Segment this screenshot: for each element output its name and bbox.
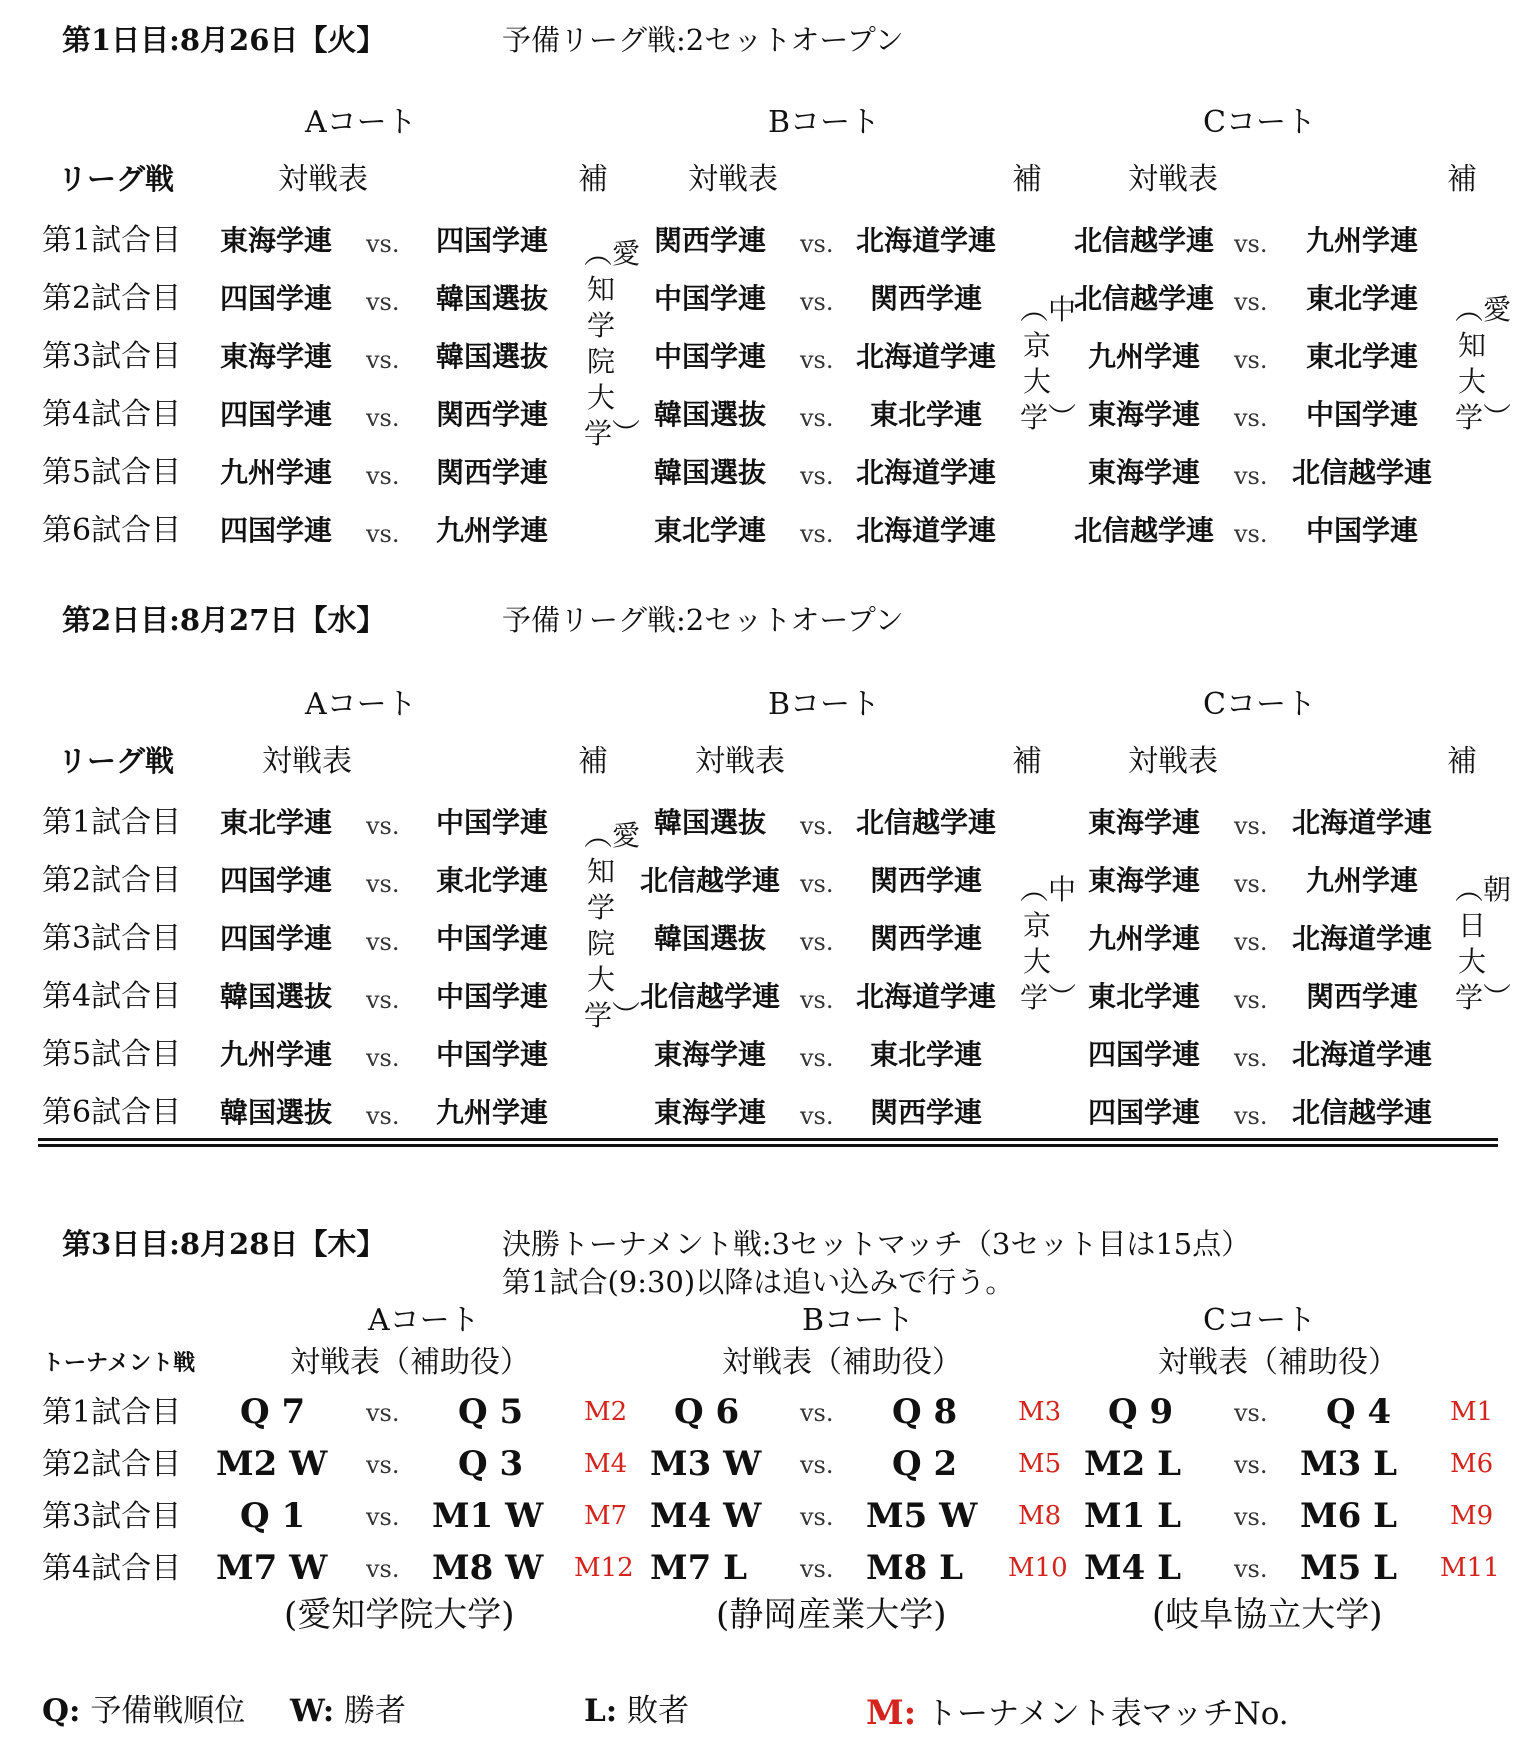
day2-court-b: Bコート (768, 687, 881, 722)
day2-court-a: Aコート (305, 687, 417, 722)
day1-c-team1: 北信越学連 (1074, 224, 1215, 257)
vs-label: vs. (366, 928, 400, 956)
day2-b-team1: 北信越学連 (640, 864, 781, 897)
day1-b-team2: 東北学連 (870, 398, 983, 431)
day3-subtitle-1: 決勝トーナメント戦:3セットマッチ（3セット目は15点） (502, 1227, 1251, 1261)
day3-c-slot2: M5 L (1300, 1548, 1398, 1588)
vs-label: vs. (366, 288, 400, 316)
day2-b-team2: 東北学連 (870, 1038, 983, 1071)
day1-league-label: リーグ戦 (58, 162, 175, 196)
day2-a-team1: 四国学連 (220, 922, 333, 955)
day1-round-label: 第2試合目 (42, 281, 182, 316)
day1-a-team1: 東海学連 (220, 224, 333, 257)
day3-c-slot1: Q 9 (1108, 1392, 1174, 1432)
day3-a-match-no: M4 (584, 1449, 628, 1479)
vs-label: vs. (1234, 1451, 1268, 1479)
day3-c-slot1: M2 L (1084, 1444, 1182, 1484)
day1-c-team2: 中国学連 (1306, 514, 1419, 547)
divider-line-bottom (38, 1144, 1498, 1147)
day2-b-team1: 東海学連 (654, 1038, 767, 1071)
day1-a-team1: 四国学連 (220, 282, 333, 315)
vs-label: vs. (1234, 520, 1268, 548)
vs-label: vs. (1234, 812, 1268, 840)
vs-label: vs. (800, 1399, 834, 1427)
day1-c-team1: 九州学連 (1088, 340, 1201, 373)
day1-c-team1: 東海学連 (1088, 398, 1201, 431)
day3-a-slot1: Q 1 (240, 1496, 306, 1536)
day2-a-team2: 中国学連 (436, 922, 549, 955)
vs-label: vs. (1234, 1102, 1268, 1130)
legend-l (584, 1693, 690, 1729)
day2-a-team1: 韓国選抜 (220, 980, 333, 1013)
day3-c-slot2: Q 4 (1326, 1392, 1392, 1432)
day3-table-label-b: 対戦表（補助役） (722, 1345, 962, 1380)
day1-b-team1: 韓国選抜 (654, 456, 767, 489)
day1-a-team1: 九州学連 (220, 456, 333, 489)
day2-round-label: 第3試合目 (42, 921, 182, 956)
day2-aux-label-c: 補 (1447, 744, 1477, 779)
day1-round-label: 第5試合目 (42, 455, 182, 490)
day1-round-label: 第1試合目 (42, 223, 182, 258)
day2-c-team2: 北信越学連 (1292, 1096, 1433, 1129)
day2-aux-b: ︵中京大学︶ (1020, 873, 1077, 1014)
day1-a-team2: 韓国選抜 (436, 340, 549, 373)
day3-round-label: 第3試合目 (42, 1499, 182, 1534)
legend-m (866, 1693, 1289, 1733)
day3-assist-a: (愛知学院大学) (284, 1595, 515, 1635)
day1-round-label: 第3試合目 (42, 339, 182, 374)
day3-a-slot1: M7 W (216, 1548, 328, 1588)
day3-b-slot1: M7 L (650, 1548, 748, 1588)
day3-b-match-no: M3 (1018, 1397, 1062, 1427)
day1-b-team2: 北海道学連 (856, 340, 997, 373)
vs-label: vs. (366, 986, 400, 1014)
day1-c-team2: 東北学連 (1306, 340, 1419, 373)
day2-round-label: 第6試合目 (42, 1095, 182, 1130)
day1-b-team2: 関西学連 (870, 282, 983, 315)
day2-subtitle: 予備リーグ戦:2セットオープン (502, 603, 904, 637)
day1-a-team2: 九州学連 (436, 514, 549, 547)
vs-label: vs. (1234, 462, 1268, 490)
vs-label: vs. (1234, 346, 1268, 374)
day2-table-label-a: 対戦表 (262, 744, 352, 779)
vs-label: vs. (800, 230, 834, 258)
vs-label: vs. (800, 1503, 834, 1531)
day1-aux-label-a: 補 (578, 162, 608, 197)
day1-c-team2: 九州学連 (1306, 224, 1419, 257)
legend-l-text: 敗者 (627, 1693, 690, 1729)
day2-c-team1: 四国学連 (1088, 1038, 1201, 1071)
day3-a-slot1: M2 W (216, 1444, 328, 1484)
day3-a-match-no: M2 (584, 1397, 628, 1427)
vs-label: vs. (800, 1102, 834, 1130)
day3-subtitle-2: 第1試合(9:30)以降は追い込みで行う。 (502, 1265, 1015, 1299)
day1-b-team1: 韓国選抜 (654, 398, 767, 431)
legend-m-text: トーナメント表マッチNo. (926, 1696, 1289, 1732)
day2-c-team2: 北海道学連 (1292, 1038, 1433, 1071)
day1-c-team1: 北信越学連 (1074, 514, 1215, 547)
legend-w-text: 勝者 (344, 1693, 407, 1729)
day2-a-team2: 中国学連 (436, 1038, 549, 1071)
day3-c-slot2: M6 L (1300, 1496, 1398, 1536)
day2-c-team1: 東海学連 (1088, 864, 1201, 897)
day1-c-team2: 東北学連 (1306, 282, 1419, 315)
vs-label: vs. (1234, 870, 1268, 898)
day2-court-c: Cコート (1203, 687, 1316, 722)
day2-b-team1: 北信越学連 (640, 980, 781, 1013)
day3-assist-c: (岐阜協立大学) (1152, 1595, 1383, 1635)
vs-label: vs. (366, 1399, 400, 1427)
day3-c-match-no: M6 (1450, 1449, 1494, 1479)
day1-subtitle: 予備リーグ戦:2セットオープン (502, 23, 904, 57)
vs-label: vs. (800, 986, 834, 1014)
day1-c-team2: 中国学連 (1306, 398, 1419, 431)
legend-m-key: M: (866, 1693, 917, 1733)
day2-c-team2: 関西学連 (1306, 980, 1419, 1013)
day3-b-slot2: Q 2 (892, 1444, 958, 1484)
day2-a-team2: 九州学連 (436, 1096, 549, 1129)
vs-label: vs. (366, 1102, 400, 1130)
day2-c-team1: 東海学連 (1088, 806, 1201, 839)
day1-c-team2: 北信越学連 (1292, 456, 1433, 489)
day2-a-team1: 韓国選抜 (220, 1096, 333, 1129)
day1-b-team1: 中国学連 (654, 340, 767, 373)
vs-label: vs. (366, 1555, 400, 1583)
day2-b-team2: 北信越学連 (856, 806, 997, 839)
day2-a-team1: 東北学連 (220, 806, 333, 839)
day2-a-team2: 中国学連 (436, 806, 549, 839)
day3-b-slot1: M3 W (650, 1444, 762, 1484)
day1-court-c: Cコート (1203, 105, 1316, 140)
vs-label: vs. (800, 462, 834, 490)
day1-aux-c: ︵愛知大学︶ (1455, 293, 1512, 434)
day3-court-b: Bコート (802, 1303, 915, 1338)
day1-table-label-b: 対戦表 (688, 162, 778, 197)
vs-label: vs. (1234, 928, 1268, 956)
day3-assist-b: (静岡産業大学) (716, 1595, 947, 1635)
day2-c-team2: 北海道学連 (1292, 922, 1433, 955)
day1-round-label: 第6試合目 (42, 513, 182, 548)
day1-table-label-c: 対戦表 (1128, 162, 1218, 197)
day3-b-match-no: M8 (1018, 1501, 1062, 1531)
legend-q-key: Q: (42, 1693, 81, 1729)
day3-a-match-no: M12 (574, 1553, 634, 1583)
day3-court-c: Cコート (1203, 1303, 1316, 1338)
day2-b-team1: 韓国選抜 (654, 806, 767, 839)
day2-a-team1: 四国学連 (220, 864, 333, 897)
day2-c-team1: 九州学連 (1088, 922, 1201, 955)
day2-c-team2: 北海道学連 (1292, 806, 1433, 839)
vs-label: vs. (1234, 288, 1268, 316)
day1-aux-label-c: 補 (1447, 162, 1477, 197)
day2-table-label-b: 対戦表 (695, 744, 785, 779)
day2-aux-label-b: 補 (1012, 744, 1042, 779)
day3-a-slot1: Q 7 (240, 1392, 306, 1432)
day3-b-match-no: M5 (1018, 1449, 1062, 1479)
day1-round-label: 第4試合目 (42, 397, 182, 432)
day1-b-team1: 東北学連 (654, 514, 767, 547)
day3-c-slot2: M3 L (1300, 1444, 1398, 1484)
day3-b-slot1: Q 6 (674, 1392, 740, 1432)
day2-aux-a: ︵愛知学院大学︶ (584, 819, 641, 1032)
day2-b-team1: 韓国選抜 (654, 922, 767, 955)
legend-w (290, 1693, 407, 1729)
vs-label: vs. (1234, 1555, 1268, 1583)
day3-b-slot2: M5 W (866, 1496, 978, 1536)
legend-w-key: W: (290, 1693, 335, 1729)
day1-a-team2: 韓国選抜 (436, 282, 549, 315)
legend-q (42, 1693, 246, 1729)
vs-label: vs. (1234, 404, 1268, 432)
day3-b-slot2: Q 8 (892, 1392, 958, 1432)
day2-b-team2: 北海道学連 (856, 980, 997, 1013)
day1-c-team1: 東海学連 (1088, 456, 1201, 489)
divider-line-top (38, 1138, 1498, 1141)
day3-round-label: 第2試合目 (42, 1447, 182, 1482)
vs-label: vs. (366, 462, 400, 490)
day3-b-slot2: M8 L (866, 1548, 964, 1588)
day2-a-team2: 中国学連 (436, 980, 549, 1013)
vs-label: vs. (366, 404, 400, 432)
day2-league-label: リーグ戦 (58, 744, 175, 778)
vs-label: vs. (800, 520, 834, 548)
day1-aux-a: ︵愛知学院大学︶ (584, 237, 641, 450)
day2-a-team2: 東北学連 (436, 864, 549, 897)
vs-label: vs. (800, 870, 834, 898)
day1-a-team1: 東海学連 (220, 340, 333, 373)
vs-label: vs. (800, 1451, 834, 1479)
day1-a-team2: 四国学連 (436, 224, 549, 257)
day1-b-team2: 北海道学連 (856, 514, 997, 547)
day2-title: 第2日目:8月27日【水】 (62, 603, 386, 637)
day3-a-slot2: M1 W (432, 1496, 544, 1536)
legend-q-text: 予備戦順位 (90, 1693, 246, 1729)
day3-tournament-label: トーナメント戦 (42, 1350, 196, 1376)
vs-label: vs. (800, 1555, 834, 1583)
day3-round-label: 第4試合目 (42, 1551, 182, 1586)
day3-a-slot2: M8 W (432, 1548, 544, 1588)
day1-a-team1: 四国学連 (220, 398, 333, 431)
day2-round-label: 第2試合目 (42, 863, 182, 898)
day2-round-label: 第5試合目 (42, 1037, 182, 1072)
vs-label: vs. (366, 346, 400, 374)
vs-label: vs. (800, 928, 834, 956)
vs-label: vs. (366, 1451, 400, 1479)
day3-round-label: 第1試合目 (42, 1395, 182, 1430)
vs-label: vs. (366, 1503, 400, 1531)
day3-table-label-a: 対戦表（補助役） (290, 1345, 530, 1380)
day1-c-team1: 北信越学連 (1074, 282, 1215, 315)
day2-c-team1: 四国学連 (1088, 1096, 1201, 1129)
day3-c-match-no: M11 (1440, 1553, 1500, 1583)
day1-table-label-a: 対戦表 (278, 162, 368, 197)
day2-b-team1: 東海学連 (654, 1096, 767, 1129)
day3-c-match-no: M1 (1450, 1397, 1494, 1427)
legend-l-key: L: (584, 1693, 618, 1729)
vs-label: vs. (366, 870, 400, 898)
day2-table-label-c: 対戦表 (1128, 744, 1218, 779)
day2-c-team2: 九州学連 (1306, 864, 1419, 897)
day3-court-a: Aコート (368, 1303, 480, 1338)
vs-label: vs. (800, 812, 834, 840)
day1-court-b: Bコート (768, 105, 881, 140)
day2-aux-c: ︵朝日大学︶ (1455, 873, 1512, 1014)
day3-table-label-c: 対戦表（補助役） (1158, 1345, 1398, 1380)
day3-c-slot1: M1 L (1084, 1496, 1182, 1536)
day3-a-slot2: Q 5 (458, 1392, 524, 1432)
vs-label: vs. (1234, 1044, 1268, 1072)
day1-court-a: Aコート (305, 105, 417, 140)
day3-title: 第3日目:8月28日【木】 (62, 1227, 386, 1261)
day1-title: 第1日目:8月26日【火】 (62, 23, 386, 57)
vs-label: vs. (800, 346, 834, 374)
vs-label: vs. (366, 520, 400, 548)
vs-label: vs. (800, 288, 834, 316)
day3-c-match-no: M9 (1450, 1501, 1494, 1531)
day1-b-team1: 関西学連 (654, 224, 767, 257)
vs-label: vs. (366, 230, 400, 258)
day3-a-slot2: Q 3 (458, 1444, 524, 1484)
day2-c-team1: 東北学連 (1088, 980, 1201, 1013)
day1-a-team2: 関西学連 (436, 398, 549, 431)
day1-b-team2: 北海道学連 (856, 456, 997, 489)
vs-label: vs. (366, 1044, 400, 1072)
day1-a-team2: 関西学連 (436, 456, 549, 489)
vs-label: vs. (366, 812, 400, 840)
day3-c-slot1: M4 L (1084, 1548, 1182, 1588)
vs-label: vs. (1234, 1503, 1268, 1531)
day3-a-match-no: M7 (584, 1501, 628, 1531)
day1-b-team2: 北海道学連 (856, 224, 997, 257)
day1-a-team1: 四国学連 (220, 514, 333, 547)
day3-b-match-no: M10 (1008, 1553, 1068, 1583)
day2-b-team2: 関西学連 (870, 864, 983, 897)
vs-label: vs. (800, 1044, 834, 1072)
day2-aux-label-a: 補 (578, 744, 608, 779)
vs-label: vs. (1234, 230, 1268, 258)
day3-b-slot1: M4 W (650, 1496, 762, 1536)
day2-round-label: 第4試合目 (42, 979, 182, 1014)
day1-aux-b: ︵中京大学︶ (1020, 293, 1077, 434)
vs-label: vs. (1234, 1399, 1268, 1427)
day1-aux-label-b: 補 (1012, 162, 1042, 197)
vs-label: vs. (800, 404, 834, 432)
day1-b-team1: 中国学連 (654, 282, 767, 315)
day2-round-label: 第1試合目 (42, 805, 182, 840)
vs-label: vs. (1234, 986, 1268, 1014)
day2-b-team2: 関西学連 (870, 1096, 983, 1129)
day2-a-team1: 九州学連 (220, 1038, 333, 1071)
day2-b-team2: 関西学連 (870, 922, 983, 955)
